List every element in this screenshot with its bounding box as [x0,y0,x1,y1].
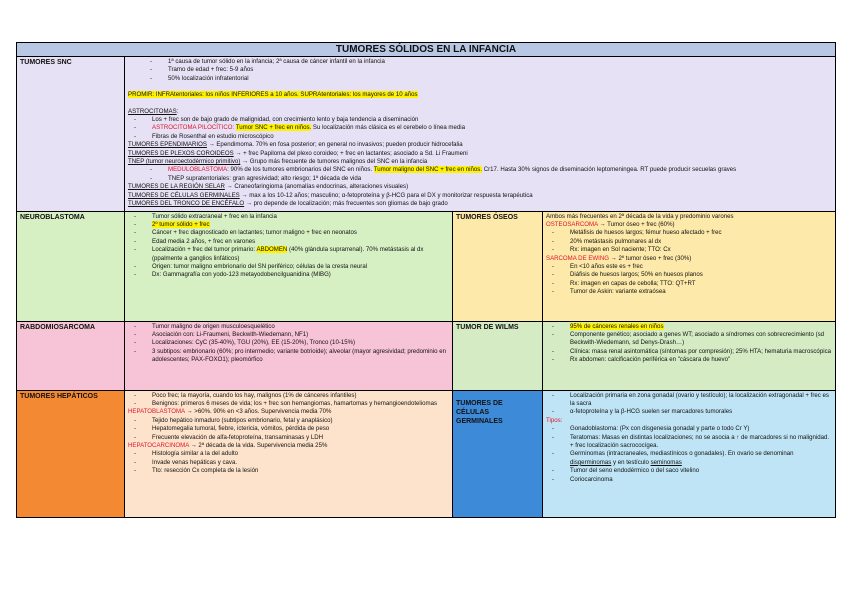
plex-rest: → + frec Papiloma del plexo coroideo; + frec en lactantes; asociado a Sd. Li Fraumeni [233,149,468,157]
hepatocarcinoma-title: HEPATOCARCINOMA [128,441,189,449]
list-item: - Tumor de Askin: variante extraósea [570,288,832,296]
body-snc [125,57,835,211]
list-item: - Edad media 2 años, + frec en varones [152,238,449,246]
list-item: - Componente genético; asociado a genes WT; asociado a síndromes con sobrecrecimiento (sd Beckwith-Wiedemann, sd Denys-Drash…) [570,331,832,348]
list-item: - 3 subtipos: embrionario (60%; pro intermedio; variante botrioide); alveolar (mayor agresividad; predominio en adolescentes; PAX-FOXO1); pleomórfico [152,348,449,365]
header-germ-l1: TUMORES DE [456,399,503,407]
list-item: - Dx: Gammagrafía con yodo-123 metayodobencilguanidina (MIBG) [152,271,449,279]
list-item [168,166,832,174]
germ-tipos: Tipos: [546,416,563,424]
list-item: - TNEP supratentoriales: gran agresividad; alto riesgo; 1ª década de vida [168,175,832,183]
list-item: - Tejido hepático inmaduro (subtipos embrionario, fetal y anaplásico) [152,417,449,425]
tnep-rest: → Grupo más frecuente de tumores malignos del SNC en la infancia [240,158,428,166]
astro-colon: : [176,107,179,115]
selar-title: TUMORES DE LA REGIÓN SELAR [128,183,225,191]
plex-title: TUMORES DE PLEXOS COROIDEOS [128,149,234,157]
body-germ [543,391,835,517]
header-oseo: TUMORES ÓSEOS [453,212,543,321]
list-item: - Tramo de edad + frec: 5-9 años [168,66,832,74]
list-item [570,323,832,331]
header-germ-l3: GERMINALES [456,417,503,425]
list-item: - 20% metástasis pulmonares al dx [570,238,832,246]
tronco-title: TUMORES DEL TRONCO DE ENCÉFALO [128,200,245,208]
list-item: - Origen: tumor maligno embrionario del SN periférico; células de la cresta neural [152,263,449,271]
list-item: - α-fetoproteína y la β-HCG suelen ser marcadores tumorales [570,408,832,416]
row-neuro [17,212,835,322]
list-item: - Tumor del seno endodérmico o del saco vitelino [570,467,832,475]
medulo-rest: Cr17. Hasta 30% signos de diseminación leptomeningea. RT puede producir secuelas graves [482,166,737,174]
list-item: - Cáncer + frec diagnosticado en lactantes; tumor maligno + frec en neonatos [152,229,449,237]
hepatoblastoma-title: HEPATOBLASTOMA [128,408,185,416]
list-item [570,450,832,467]
list-item: - Localización primaria en zona gonadal (ovario y testículo); la localización extragonadal + frec es la sacra [570,392,832,409]
tronco-rest: → pro depende de localización; más frecuentes son gliomas de bajo grado [244,200,448,208]
list-item: - Fibras de Rosenthal en estudio microscópico [152,133,832,141]
neuro-loc-pre: Localización + frec del tumor primario: [152,246,257,254]
seminoma: seminomas [650,458,682,466]
list-item: - Tumor sólido extracraneal + frec en la infancia [152,213,449,221]
body-hep [125,391,453,517]
wilms-renal: 95% de cánceres renales en niños [570,322,664,330]
selar-rest: → Craneofaringioma (anomalías endocrinas, alteraciones visuales) [224,183,409,191]
row-snc [17,57,835,212]
germ-snc-rest: → max a los 10-12 años; masculino; α-fetoproteína y β-HCG para el DX y monitorizar respuesta terapéutica [239,191,533,199]
germ-snc-title: TUMORES DE CÉLULAS GERMINALES [128,191,240,199]
body-neuro [125,212,453,321]
list-item: - Frecuente elevación de alfa-fetoproteína, transaminasas y LDH [152,434,449,442]
ewing-title: SARCOMA DE EWING [546,254,609,262]
astro-pilo: ASTROCITOMA PILOCÍTICO: [152,124,235,132]
header-wilms: TUMOR DE WILMS [453,322,543,390]
header-germ [453,391,543,517]
row-rabdo [17,322,835,391]
list-item: - Teratomas: Masas en distintas localizaciones; no se asocia a ↑ de marcadores si no malignidad. + frec localización sacrococígea. [570,434,832,451]
list-item [152,221,449,229]
neuro-second: 2º tumor sólido + frec [152,220,210,228]
ewing-rest: → 2º tumor óseo + frec (30%) [608,254,692,262]
header-germ-l2: CÉLULAS [456,408,490,416]
medulo-mid: : 90% de los tumores embrionarios del SNC en niños. [227,166,373,174]
list-item: - Histología similar a la del adulto [152,450,449,458]
list-item: - En <10 años este es + frec [570,263,832,271]
list-item: - Invade venas hepáticas y cava. [152,459,449,467]
body-oseo [543,212,835,321]
header-neuro: NEUROBLASTOMA [17,212,125,321]
row-hep [17,391,835,517]
astro-title: ASTROCITOMAS [128,107,177,115]
header-hep: TUMORES HEPÁTICOS [17,391,125,517]
list-item: - Clínica: masa renal asintomática (síntomas por compresión); 25% HTA; hematuria macroscópica [570,348,832,356]
list-item: - Los + frec son de bajo grado de malignidad, con crecimiento lento y baja tendencia a diseminación [152,116,832,124]
list-item: - Metáfisis de huesos largos; fémur hueso afectado + frec [570,229,832,237]
list-item: - Rx abdomen: calcificación periférica en "cáscara de huevo" [570,356,832,364]
hepatoblastoma-rest: → >60%. 90% en <3 años. Supervivencia media 70% [184,408,332,416]
body-rabdo [125,322,453,390]
promir-note: PROMIR: INFRAtentoriales: los niños INFERIORES a 10 años. SUPRAtentoriales: los mayores de 10 años [128,91,418,99]
header-snc: TUMORES SNC [17,57,125,211]
oseo-intro: Ambos más frecuentes en 2ª década de la vida y predominio varones [546,212,734,220]
disgerminoma: disgerminomas [570,458,612,466]
list-item: - Coriocarcinoma [570,476,832,484]
list-item: - Gonadoblastoma: (Px con disgenesia gonadal y parte o todo Cr Y) [570,425,832,433]
list-item: - Benignos: primeros 6 meses de vida; los + frec son hemangiomas, hamartomas y hemangioendoteliomas [152,400,449,408]
astro-pilo-rest: Su localización más clásica es el cerebelo o línea media [311,124,466,132]
table-title: TUMORES SÓLIDOS EN LA INFANCIA [17,43,835,57]
list-item [152,246,449,263]
medulo-hl: Tumor maligno del SNC + frec en niños. [373,166,483,174]
germinoma-mid: y en testículo [611,458,651,466]
hepatocarcinoma-rest: → 2ª década de la vida. Supervivencia media 25% [188,441,328,449]
medulo-title: MEDULOBLASTOMA [168,166,228,174]
tnep-title: TNEP (tumor neuroectodérmico primitivo) [128,158,241,166]
list-item: - Asociación con: Li-Fraumeni, Beckwith-Wiedemann, NF1) [152,331,449,339]
list-item: - Rx: imagen en capas de cebolla; TTO: QT+RT [570,280,832,288]
osteo-rest: → Tumor óseo + frec (60%) [597,220,675,228]
body-wilms [543,322,835,390]
list-item: - Tumor maligno de origen musculoesquelético [152,323,449,331]
list-item [152,124,832,132]
list-item: - Tto: resección Cx completa de la lesión [152,467,449,475]
osteo-title: OSTEOSARCOMA [546,220,598,228]
list-item: - Localizaciones: CyC (35-40%), TGU (20%), EE (15-20%), Tronco (10-15%) [152,339,449,347]
list-item: - Poco frec; la mayoría, cuando los hay, malignos (1% de cánceres infantiles) [152,392,449,400]
neuro-abdomen: ABDOMEN [256,246,288,254]
list-item: - Hepatomegalia tumoral, fiebre, ictericia, vómitos, pérdida de peso [152,425,449,433]
germinoma-text: Germinomas (intracraneales, mediastínicos o gonadales). En ovario se denominan [570,450,794,458]
neuro-loc-post: (40% glándula suprarrenal). 70% metástasis al dx (ppalmente a ganglios linfáticos) [152,246,424,262]
astro-pilo-hl: Tumor SNC + frec en niños. [235,124,312,132]
epend-rest: → Ependimoma. 70% en fosa posterior; en general no invasivos; pueden producir hidrocefalia [206,141,463,149]
epend-title: TUMORES EPENDIMARIOS [128,141,207,149]
list-item: - 1ª causa de tumor sólido en la infancia; 2ª causa de cáncer infantil en la infancia [168,58,832,66]
list-item: - Diáfisis de huesos largos; 50% en huesos planos [570,271,832,279]
tumor-table [16,42,836,518]
header-rabdo: RABDOMIOSARCOMA [17,322,125,390]
list-item: - 50% localización infratentorial [168,75,832,83]
list-item: - Rx: imagen en Sol naciente; TTO: Cx [570,246,832,254]
